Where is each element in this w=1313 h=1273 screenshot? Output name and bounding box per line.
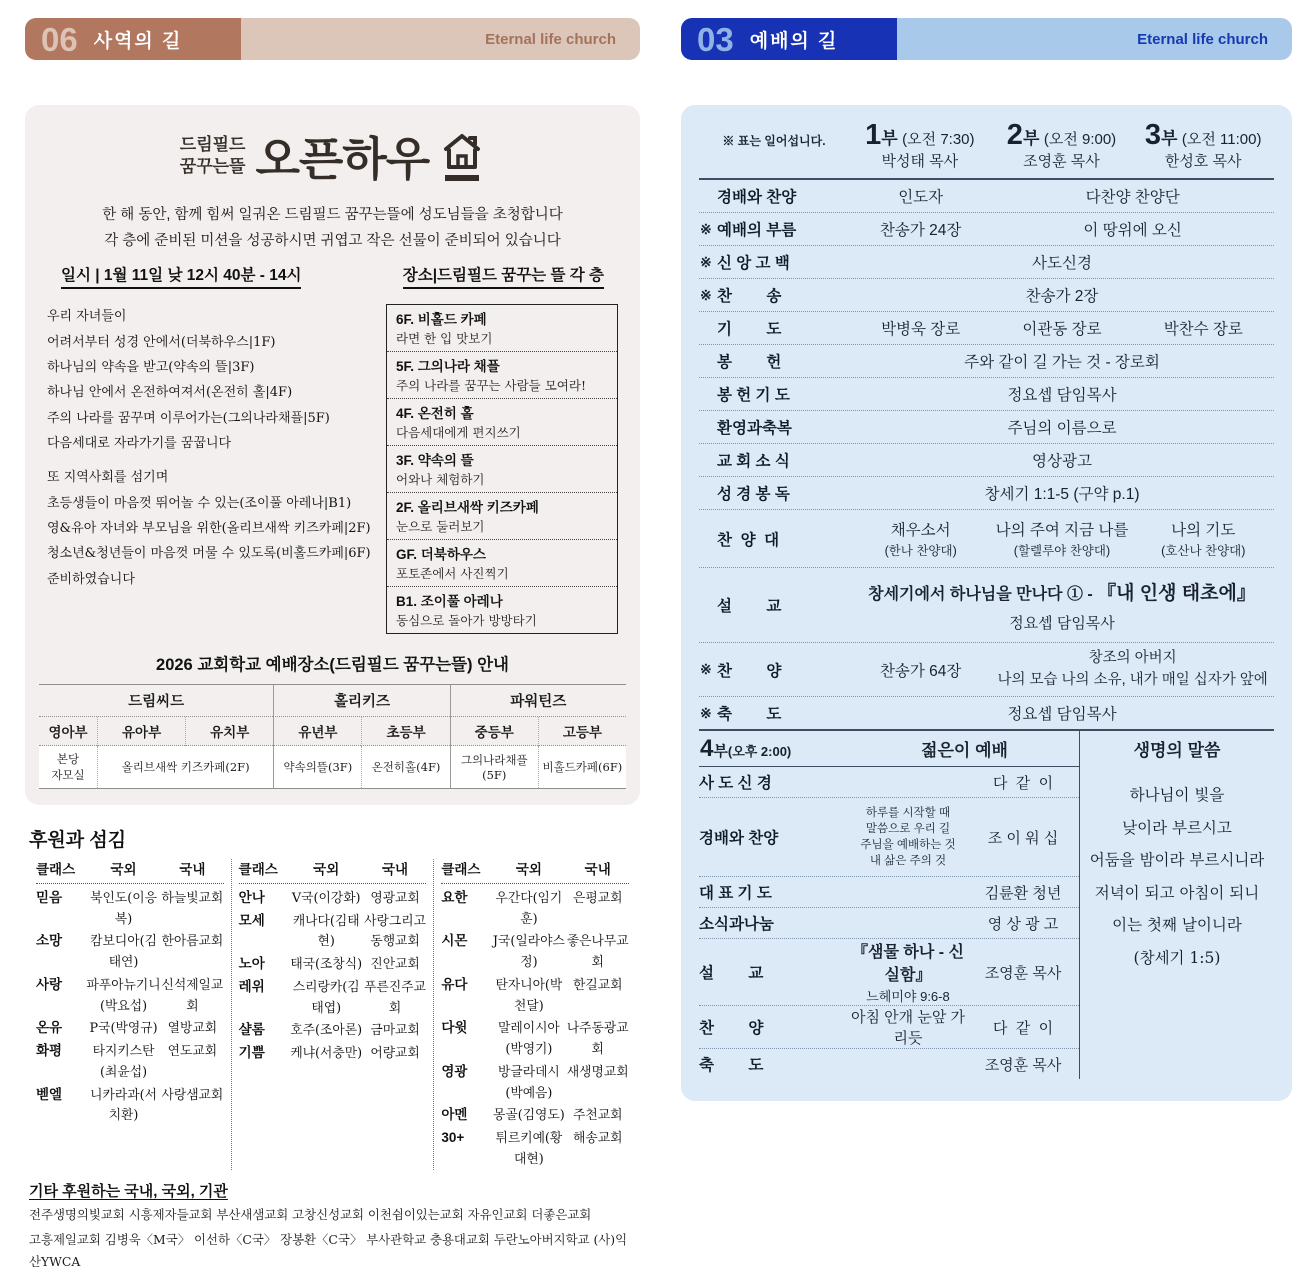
floor-mission-list (386, 304, 618, 634)
youth-row-news: 소식과나눔 영 상 광 고 (699, 908, 1079, 939)
event-location: 장소|드림필드 꿈꾸는 뜰 각 층 (403, 263, 604, 289)
openhouse-subtitle (180, 134, 246, 178)
page-worship (681, 18, 1292, 1101)
support-row: 요한 우간다(임기훈) 은평교회 (441, 890, 623, 927)
openhouse-description (47, 304, 374, 634)
page-title: 사역의 길 (93, 30, 183, 52)
order-row-call: ※ 예배의 부름 찬송가 24장 이 땅위에 오신 (699, 213, 1274, 246)
support-header: 클래스 국외 국내 (36, 859, 224, 884)
order-row-welcome: 환영과축복 주님의 이름으로 (699, 411, 1274, 444)
support-group-1 (29, 859, 231, 1170)
support-row: 온유 P국(박영규) 열방교회 (36, 1020, 218, 1037)
floor-item: 3F. 약속의 뜰 어와나 체험하기 (387, 445, 617, 492)
support-row: 샬롬 호주(조아론) 금마교회 (238, 1022, 420, 1039)
support-row: 노아 태국(조창식) 진안교회 (238, 956, 420, 973)
church-brand (241, 18, 640, 60)
description-paragraph-2: 또 지역사회를 섬기며 초등생들이 마음껏 뛰어놀 수 있는(조이풀 아레나|B1) 영&유아 자녀와 부모님을 위한(올리브새싹 키즈카페|2F) 청소년&청년들이 마음껏 머물 수 있도록(비홀드카페|6F) 준비하였습니다 (47, 470, 371, 587)
support-row: 소망 캄보디아(김태연) 한아름교회 (36, 933, 224, 971)
openhouse-big-title: 오픈하우 (255, 133, 430, 185)
order-row-offering: 봉 헌 주와 같이 길 가는 것 - 장로회 (699, 345, 1274, 378)
openhouse-title (39, 123, 626, 189)
support-row: 벧엘 니카라과(서치환) 사랑샘교회 (36, 1086, 224, 1124)
church-school-table-title: 2026 교회학교 예배장소(드림필드 꿈꾸는뜰) 안내 (156, 656, 509, 675)
other-support-line1: 전주생명의빛교회 시흥제자들교회 부산새샘교회 고창신성교회 이천쉼이있는교회 자유인교회 더좋은교회 (29, 1207, 592, 1223)
support-row: 시몬 J국(일라야스 정) 좋은나무교회 (441, 933, 629, 971)
youth-service-header: 4 부 (오후 2:00) 젊은이 예배 (699, 731, 1079, 767)
support-row: 사랑 파푸아뉴기니(박요섭) 신석제일교회 (36, 976, 224, 1014)
floor-item: GF. 더북하우스 포토존에서 사진찍기 (387, 539, 617, 586)
subheader-row: 영아부 유아부 유치부 유년부 초등부 중등부 고등부 (39, 717, 626, 746)
church-brand-label: Eternal life church (485, 30, 616, 48)
worship-header-number-box (681, 18, 897, 60)
order-row-sermon: 설 교 창세기에서 하나님을 만나다 ① - 『내 인생 태초에』 정요셉 담임목사 (699, 568, 1274, 643)
order-row-benediction: ※ 축 도 정요셉 담임목사 (700, 704, 1117, 723)
youth-row-song: 찬 양 아침 안개 눈앞 가리듯 다 같 이 (699, 1006, 1079, 1049)
other-support-title: 기타 후원하는 국내, 국외, 기관 (29, 1183, 228, 1201)
floor-item: B1. 조이풀 아레나 동심으로 돌아가 방방타기 (387, 586, 617, 633)
location-row: 본당 자모실 올리브새싹 키즈카페(2F) 약속의뜰(3F) 온전히홀(4F) 그의나라채플(5F) 비홀드카페(6F) (39, 746, 626, 788)
youth-row-praise: 경배와 찬양 하루를 시작할 때 말씀으로 우리 길 주님을 예배하는 것 내 삶은 주의 것 조 이 워 십 (699, 798, 1079, 877)
word-of-life-verse: 하나님이 빛을 낮이라 부르시고 어둠을 밤이라 부르시니라 저녁이 되고 아침이 되니 이는 첫째 날이니라 (창세기 1:5) (1089, 786, 1265, 967)
support-title: 후원과 섬김 (29, 830, 127, 852)
worship-order-panel (681, 105, 1292, 1101)
intro-line2: 각 층에 준비된 미션을 성공하시면 귀엽고 작은 선물이 준비되어 있습니다 (104, 233, 561, 250)
page-number: 03 (697, 20, 734, 58)
youth-service-section (699, 729, 1274, 1079)
cell-main-hall: 본당 자모실 (39, 746, 97, 788)
other-support-line2: 고흥제일교회 김병욱〈M국〉 이선하〈C국〉 장봉환〈C국〉 부사관학교 충용대교회 두란노아버지학교 (사)익산YWCA (29, 1232, 628, 1269)
support-row: 안나 V국(이강화) 영광교회 (238, 890, 420, 907)
openhouse-panel (25, 105, 640, 805)
ministry-header-bar (25, 18, 640, 60)
intro-line1: 한 해 동안, 함께 힘써 일궈온 드림필드 꿈꾸는뜰에 성도님들을 초청합니다 (102, 207, 563, 223)
support-row: 다윗 말레이시아(박영기) 나주동광교회 (441, 1020, 629, 1058)
youth-row-benediction: 축 도 조영훈 목사 (699, 1056, 1062, 1074)
support-row: 30+ 튀르키예(황대현) 해송교회 (441, 1129, 623, 1167)
church-brand (897, 18, 1292, 60)
church-brand-label: Eternal life church (1137, 30, 1268, 48)
support-header: 클래스 국외 국내 (441, 859, 629, 884)
service-header-row (699, 119, 1274, 180)
church-school-table (39, 684, 626, 789)
event-datetime: 일시 | 1월 11일 낮 12시 40분 - 14시 (61, 263, 301, 289)
support-row: 레위 스리랑카(김태엽) 푸른진주교회 (238, 978, 426, 1016)
description-paragraph-1: 우리 자녀들이 어려서부터 성경 안에서(더북하우스|1F) 하나님의 약속을 받고(약속의 뜰|3F) 하나님 안에서 온전하여져서(온전히 홀|4F) 주의 나라를 꿈꾸며 이루어가는(그의나라채플|5F) 다음세대로 자라가기를 꿈꿉니다 (47, 309, 330, 451)
order-row-hymn: ※ 찬 송 찬송가 2장 (699, 279, 1274, 312)
worship-header-bar (681, 18, 1292, 60)
order-row-worship-praise: 경배와 찬양 인도자 다찬양 찬양단 (699, 180, 1274, 213)
order-row-choir: 찬 양 대 채우소서 (한나 찬양대) 나의 주여 지금 나를 (할렐루야 찬양대) 나의 기도 (호산나 찬양대) (699, 510, 1274, 568)
support-row: 유다 탄자니아(박천달) 한길교회 (441, 976, 623, 1014)
openhouse-when-where (39, 254, 626, 289)
standing-note: ※ 표는 일어섭니다. (722, 134, 826, 148)
page-title: 예배의 길 (749, 30, 839, 52)
group-header-row: 드림씨드 홀리키즈 파워틴즈 (39, 685, 626, 717)
word-of-life-column (1080, 731, 1274, 1079)
support-row: 모세 캐나다(김태현) 사랑그리고동행교회 (238, 912, 426, 950)
floor-item: 6F. 비홀드 카페 라면 한 입 맛보기 (396, 312, 493, 347)
floor-item: 2F. 올리브새싹 키즈카페 눈으로 둘러보기 (387, 492, 617, 539)
word-of-life-title: 생명의 말씀 (1133, 741, 1221, 760)
openhouse-intro (39, 202, 626, 254)
order-row-praise-song: ※ 찬 양 찬송가 64장 창조의 아버지 나의 모습 나의 소유, 내가 매일 십자가 앞에 (699, 643, 1274, 697)
support-row: 영광 방글라데시(박예음) 새생명교회 (441, 1063, 629, 1101)
youth-row-creed: 사 도 신 경 다 같 이 (699, 767, 1079, 798)
support-group-3 (433, 859, 636, 1170)
floor-item: 5F. 그의나라 채플 주의 나라를 꿈꾸는 사람들 모여라! (387, 351, 617, 398)
subtitle-line2: 꿈꾸는뜰 (179, 157, 246, 176)
order-row-scripture: 성 경 봉 독 창세기 1:1-5 (구약 p.1) (699, 477, 1274, 510)
service-3: 3부 (오전 11:00) 한성호 목사 (1144, 119, 1262, 170)
youth-row-sermon: 설 교 『샘물 하나 - 신실함』 느헤미야 9:6-8 조영훈 목사 (699, 939, 1079, 1006)
subtitle-line1: 드림필드 (179, 134, 246, 154)
support-row: 믿음 북인도(이응복) 하늘빛교회 (36, 890, 224, 927)
page-ministry (25, 18, 640, 1273)
order-row-news: 교 회 소 식 영상광고 (699, 444, 1274, 477)
support-row: 화평 타지키스탄(최윤섭) 연도교회 (36, 1043, 218, 1080)
house-icon (439, 131, 485, 181)
support-row: 기쁨 케냐(서충만) 어량교회 (238, 1045, 420, 1062)
support-section (25, 825, 640, 1272)
service-1: 1부 (오전 7:30) 박성태 목사 (865, 119, 975, 170)
support-row: 아멘 몽골(김영도) 주천교회 (441, 1107, 623, 1124)
service-2: 2부 (오전 9:00) 조영훈 목사 (1006, 119, 1117, 170)
order-row-prayer: 기 도 박병욱 장로 이관동 장로 박찬수 장로 (699, 312, 1274, 345)
support-header: 클래스 국외 국내 (239, 859, 427, 884)
ministry-header-number-box (25, 18, 241, 60)
support-group-2 (231, 859, 434, 1170)
page-number: 06 (41, 20, 78, 58)
floor-item: 4F. 온전히 홀 다음세대에게 편지쓰기 (387, 398, 617, 445)
order-row-offering-prayer: 봉 헌 기 도 정요셉 담임목사 (699, 378, 1274, 411)
youth-row-rep-prayer: 대 표 기 도 김륜환 청년 (699, 877, 1079, 908)
order-row-creed: ※ 신 앙 고 백 사도신경 (699, 246, 1274, 279)
